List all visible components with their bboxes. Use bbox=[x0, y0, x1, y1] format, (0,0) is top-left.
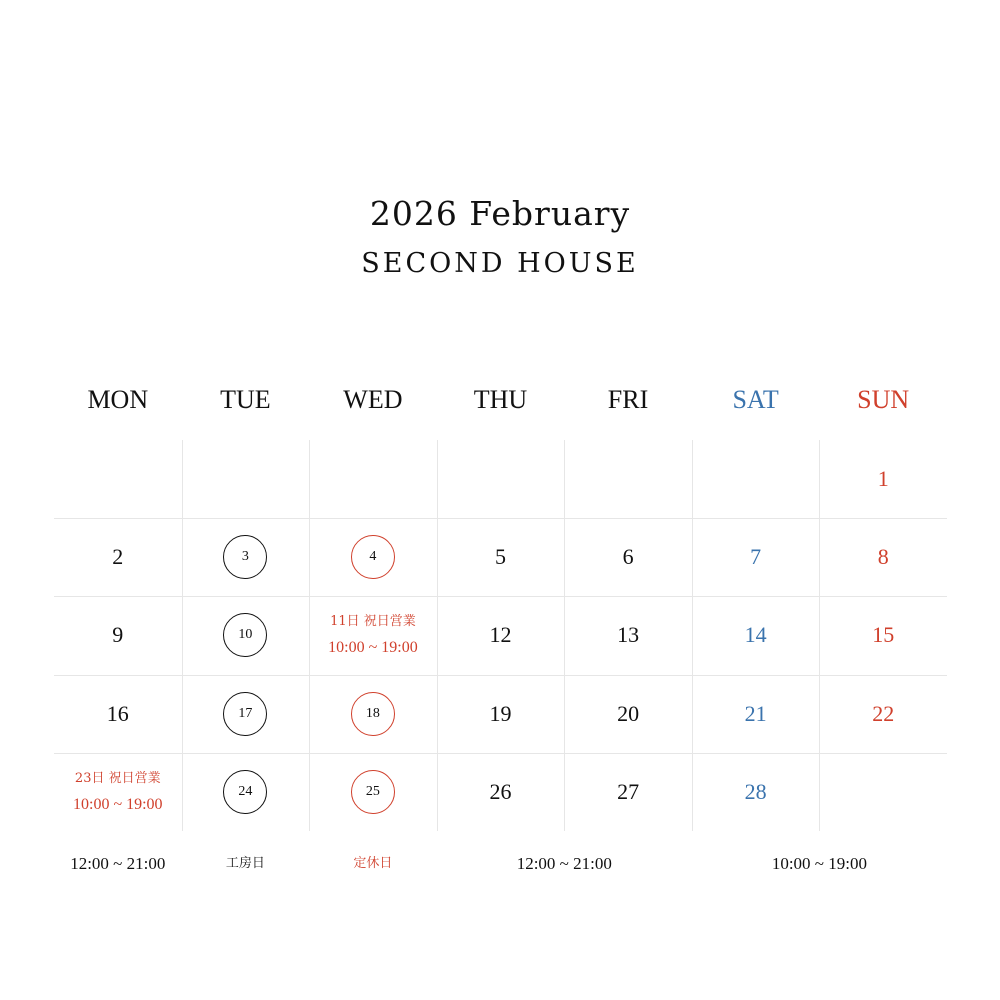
weekday-wed: WED bbox=[343, 385, 403, 414]
calendar-title: 2026 February bbox=[369, 194, 631, 233]
day-cell bbox=[309, 675, 437, 753]
empty-day-cell bbox=[309, 440, 437, 518]
footer-mon-hours: 12:00 ~ 21:00 bbox=[70, 854, 166, 873]
day-number: 15 bbox=[872, 622, 895, 648]
empty-day-cell bbox=[437, 440, 565, 518]
day-cell bbox=[564, 675, 692, 753]
empty-day-cell bbox=[54, 440, 182, 518]
day-cell bbox=[819, 518, 947, 596]
holiday-note-label: 23日 祝日営業 bbox=[74, 770, 161, 786]
day-number: 8 bbox=[877, 544, 889, 570]
day-number: 6 bbox=[622, 544, 634, 570]
day-number: 25 bbox=[365, 783, 380, 799]
day-cell bbox=[54, 518, 182, 596]
holiday-note-label: 11日 祝日営業 bbox=[330, 614, 416, 630]
day-number: 3 bbox=[241, 549, 249, 565]
day-cell bbox=[819, 675, 947, 753]
day-cell bbox=[437, 753, 565, 831]
holiday-note-hours: 10:00 ~ 19:00 bbox=[328, 639, 418, 657]
empty-day-cell bbox=[692, 440, 820, 518]
day-cell bbox=[692, 596, 820, 674]
day-number: 19 bbox=[489, 700, 512, 726]
day-number: 2 bbox=[112, 544, 124, 570]
day-cell bbox=[182, 753, 310, 831]
day-cell bbox=[182, 596, 310, 674]
workshop-day-circle bbox=[223, 692, 267, 736]
closed-day-circle bbox=[351, 535, 395, 579]
day-cell bbox=[564, 596, 692, 674]
weekday-header-row bbox=[54, 380, 947, 420]
day-number: 18 bbox=[365, 705, 380, 721]
day-number: 5 bbox=[494, 544, 506, 570]
day-cell bbox=[819, 440, 947, 518]
holiday-note-cell bbox=[309, 596, 437, 674]
day-cell bbox=[437, 596, 565, 674]
day-cell bbox=[54, 596, 182, 674]
day-cell bbox=[182, 518, 310, 596]
day-cell bbox=[692, 753, 820, 831]
holiday-note-hours: 10:00 ~ 19:00 bbox=[73, 795, 163, 813]
day-number: 28 bbox=[744, 778, 767, 804]
day-number: 24 bbox=[238, 783, 253, 799]
day-number: 7 bbox=[750, 544, 762, 570]
weekday-sat: SAT bbox=[732, 385, 779, 414]
day-cell bbox=[437, 675, 565, 753]
shop-name: SECOND HOUSE bbox=[361, 248, 639, 279]
footer-wed-label: 定休日 bbox=[353, 856, 393, 871]
day-number: 22 bbox=[872, 700, 895, 726]
holiday-note bbox=[73, 766, 163, 818]
day-number: 10 bbox=[238, 627, 253, 643]
day-cell bbox=[182, 675, 310, 753]
empty-day-cell bbox=[564, 440, 692, 518]
weekday-mon: MON bbox=[87, 385, 149, 414]
day-cell bbox=[54, 675, 182, 753]
day-cell bbox=[309, 753, 437, 831]
footer-tue-label: 工房日 bbox=[225, 856, 265, 871]
workshop-day-circle bbox=[223, 535, 267, 579]
weekday-tue: TUE bbox=[220, 385, 271, 414]
workshop-day-circle bbox=[223, 770, 267, 814]
day-number: 12 bbox=[489, 622, 512, 648]
day-cell bbox=[437, 518, 565, 596]
day-cell bbox=[564, 753, 692, 831]
day-number: 16 bbox=[106, 700, 129, 726]
day-number: 26 bbox=[489, 778, 512, 804]
day-number: 20 bbox=[617, 700, 640, 726]
day-number: 9 bbox=[112, 622, 124, 648]
calendar-grid bbox=[54, 440, 947, 831]
day-cell bbox=[692, 675, 820, 753]
day-cell bbox=[819, 596, 947, 674]
day-number: 17 bbox=[238, 705, 253, 721]
holiday-note bbox=[328, 609, 418, 661]
day-cell bbox=[564, 518, 692, 596]
weekday-thu: THU bbox=[473, 385, 528, 414]
footer-thu-fri-hours: 12:00 ~ 21:00 bbox=[516, 854, 612, 873]
day-number: 1 bbox=[877, 466, 889, 492]
weekday-fri: FRI bbox=[607, 385, 649, 414]
day-number: 21 bbox=[744, 700, 767, 726]
closed-day-circle bbox=[351, 692, 395, 736]
empty-day-cell bbox=[182, 440, 310, 518]
closed-day-circle bbox=[351, 770, 395, 814]
day-cell bbox=[309, 518, 437, 596]
day-number: 27 bbox=[617, 778, 640, 804]
day-cell bbox=[692, 518, 820, 596]
workshop-day-circle bbox=[223, 613, 267, 657]
empty-day-cell bbox=[819, 753, 947, 831]
holiday-note-cell bbox=[54, 753, 182, 831]
day-number: 4 bbox=[369, 549, 377, 565]
day-number: 13 bbox=[617, 622, 640, 648]
footer-sat-sun-hours: 10:00 ~ 19:00 bbox=[771, 854, 867, 873]
day-number: 14 bbox=[744, 622, 767, 648]
weekday-sun: SUN bbox=[857, 385, 910, 414]
